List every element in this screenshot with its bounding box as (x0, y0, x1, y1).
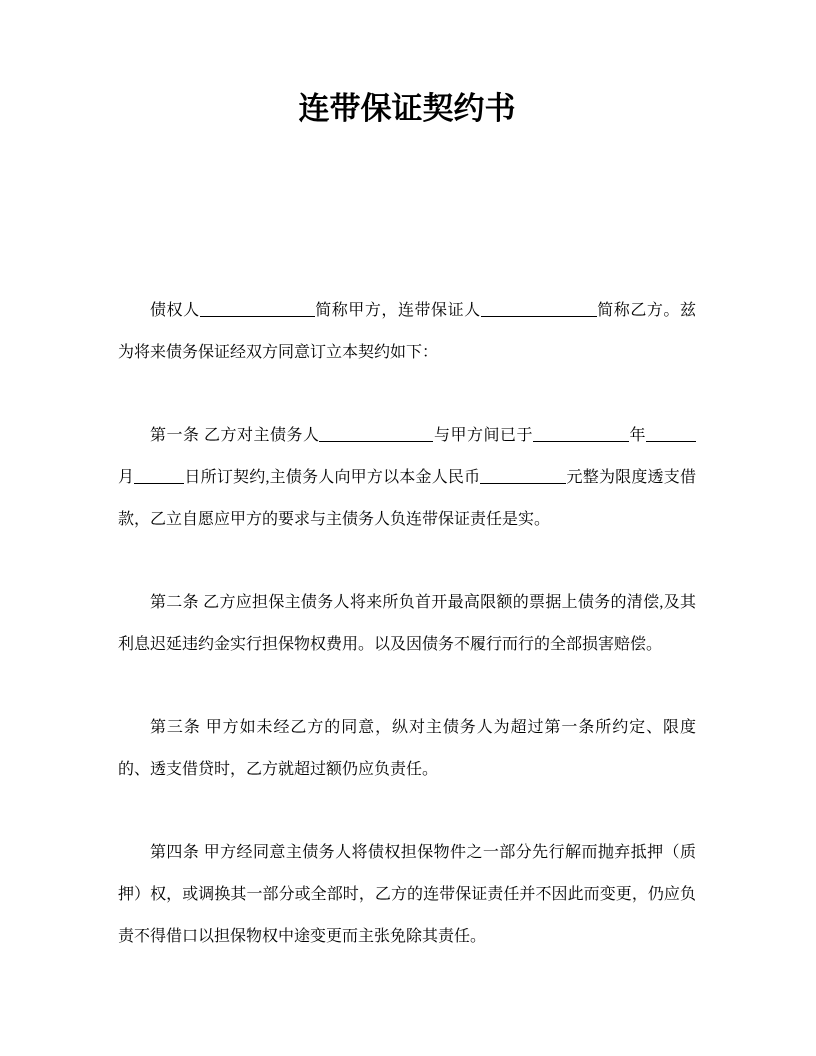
text-run: 元整为限度透支借款，乙立自愿应甲方的要求与主债务人负连带保证责任是实。 (118, 469, 696, 528)
text-run: 简称乙方。兹为将来债务保证经双方同意订立本契约如下： (118, 302, 696, 361)
text-run: 第四条 甲方经同意主债务人将债权担保物件之一部分先行解而抛弃抵押（质押）权，或调换其一部分或全部时，乙方的连带保证责任并不因此而变更，仍应负责不得借口以担保物权中途变更而主张免除其责任。 (118, 844, 696, 945)
fill-in-blank (319, 427, 433, 442)
paragraph-article-3 (118, 707, 696, 791)
document-title: 连带保证契约书 (298, 91, 516, 126)
fill-in-blank (200, 302, 315, 317)
paragraph-article-4 (118, 832, 696, 958)
text-run: 第三条 甲方如未经乙方的同意，纵对主债务人为超过第一条所约定、限度的、透支借贷时，乙方就超过额仍应负责任。 (118, 719, 696, 778)
paragraph-article-1 (118, 415, 696, 541)
text-run: 第一条 乙方对主债务人 (150, 427, 320, 444)
document-body (118, 290, 696, 958)
text-run: 第二条 乙方应担保主债务人将来所负首开最高限额的票据上债务的清偿,及其利息迟延违约金实行担保物权费用。以及因债务不履行而行的全部损害赔偿。 (118, 594, 696, 653)
paragraph-intro (118, 290, 696, 374)
fill-in-blank (134, 469, 184, 484)
text-run: 简称甲方，连带保证人 (314, 302, 481, 319)
text-run: 月 (118, 469, 135, 486)
fill-in-blank (533, 427, 629, 442)
fill-in-blank (480, 469, 566, 484)
text-run: 年 (628, 427, 646, 444)
text-run: 日所订契约,主债务人向甲方以本金人民币 (184, 469, 481, 486)
text-run: 与甲方间已于 (433, 427, 533, 444)
fill-in-blank (646, 427, 696, 442)
paragraph-article-2 (118, 582, 696, 666)
text-run: 债权人 (150, 302, 200, 319)
fill-in-blank (481, 302, 597, 317)
